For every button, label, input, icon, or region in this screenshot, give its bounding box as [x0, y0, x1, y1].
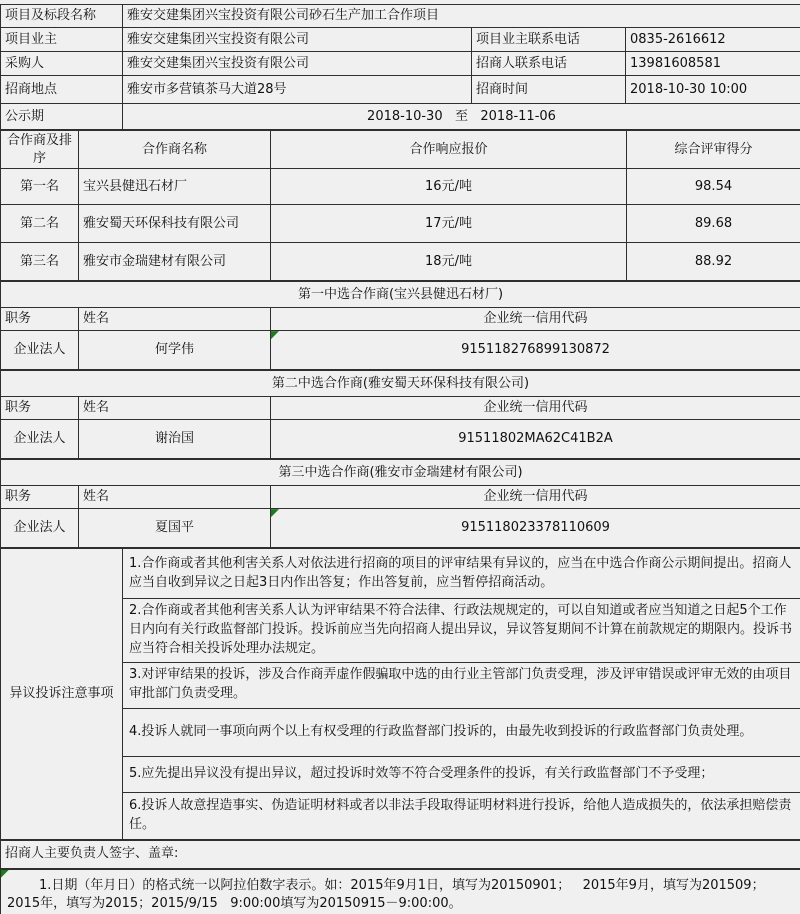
comment-marker-icon	[271, 331, 279, 339]
legal-person-name: 何学伟	[79, 331, 271, 370]
ranking-table	[0, 130, 800, 281]
winner-2-title: 第二中选合作商(雅安蜀天环保科技有限公司)	[1, 371, 800, 397]
footnote-line-2: 2015年，填写为2015；2015/9/15 9:00:00填写为20150915－9:00:00。	[7, 896, 462, 912]
role-cell: 企业法人	[1, 509, 79, 548]
owner-phone-value: 0835-2616612	[626, 28, 800, 52]
footnote-cell	[1, 869, 800, 914]
credit-code-header: 企业统一信用代码	[271, 486, 800, 509]
score-cell: 88.92	[627, 243, 800, 281]
objection-item-4: 4.投诉人就同一事项向两个以上有权受理的行政监督部门投诉的，由最先收到投诉的行政监督部门负责处理。	[123, 708, 800, 756]
location-value: 雅安市多营镇茶马大道28号	[123, 76, 472, 104]
winner-section-1	[0, 281, 800, 370]
winner-1-title: 第一中选合作商(宝兴县健迅石材厂)	[1, 282, 800, 308]
objection-table	[0, 548, 800, 840]
price-column-header: 合作响应报价	[271, 131, 627, 169]
credit-code-cell	[271, 331, 800, 370]
role-cell: 企业法人	[1, 331, 79, 370]
owner-value: 雅安交建集团兴宝投资有限公司	[123, 28, 472, 52]
objection-item-3: 3.对评审结果的投诉，涉及合作商弄虚作假骗取中选的由行业主管部门负责受理，涉及评审错误或评审无效的由项目审批部门负责受理。	[123, 662, 800, 708]
credit-code-value: 915118023378110609	[461, 520, 610, 536]
publicity-period-value: 2018-10-30 至 2018-11-06	[123, 104, 800, 130]
comment-marker-icon	[271, 509, 279, 517]
project-name-value: 雅安交建集团兴宝投资有限公司砂石生产加工合作项目	[123, 5, 800, 28]
location-label: 招商地点	[1, 76, 123, 104]
objection-item-2: 2.合作商或者其他利害关系人认为评审结果不符合法律、行政法规规定的，可以自知道或者应当知道之日起5个工作日内向有关行政监督部门投诉。投诉前应当先向招商人提出异议，异议答复期间不计算在前款规定的期限内。投诉书应当符合相关投诉处理办法规定。	[123, 599, 800, 663]
price-cell: 17元/吨	[271, 205, 627, 243]
rank-cell: 第二名	[1, 205, 79, 243]
time-label: 招商时间	[472, 76, 626, 104]
time-value: 2018-10-30 10:00	[626, 76, 800, 104]
credit-code-header: 企业统一信用代码	[271, 397, 800, 420]
owner-phone-label: 项目业主联系电话	[472, 28, 626, 52]
partner-name-cell: 宝兴县健迅石材厂	[79, 169, 271, 205]
name-header: 姓名	[79, 397, 271, 420]
credit-code-header: 企业统一信用代码	[271, 308, 800, 331]
footnote-row	[0, 869, 800, 914]
credit-code-cell	[271, 420, 800, 459]
partner-name-column-header: 合作商名称	[79, 131, 271, 169]
role-header: 职务	[1, 397, 79, 420]
objection-section-label: 异议投诉注意事项	[1, 549, 123, 840]
role-cell: 企业法人	[1, 420, 79, 459]
legal-person-name: 谢治国	[79, 420, 271, 459]
signature-row	[0, 840, 800, 869]
score-cell: 89.68	[627, 205, 800, 243]
legal-person-name: 夏国平	[79, 509, 271, 548]
winner-section-2	[0, 370, 800, 459]
rank-cell: 第一名	[1, 169, 79, 205]
purchaser-label: 采购人	[1, 52, 123, 76]
rank-cell: 第三名	[1, 243, 79, 281]
partner-name-cell: 雅安蜀天环保科技有限公司	[79, 205, 271, 243]
objection-item-1: 1.合作商或者其他利害关系人对依法进行招商的项目的评审结果有异议的，应当在中选合作商公示期间提出。招商人应当自收到异议之日起3日内作出答复；作出答复前，应当暂停招商活动。	[123, 549, 800, 599]
publicity-period-label: 公示期	[1, 104, 123, 130]
credit-code-value: 91511802MA62C41B2A	[458, 431, 613, 447]
winner-section-3	[0, 459, 800, 548]
price-cell: 18元/吨	[271, 243, 627, 281]
name-header: 姓名	[79, 308, 271, 331]
footnote-line-1: 1.日期（年月日）的格式统一以阿拉伯数字表示。如：2015年9月1日，填写为20150901； 2015年9月，填写为201509；	[39, 877, 765, 893]
credit-code-cell	[271, 509, 800, 548]
table-row	[1, 205, 800, 243]
role-header: 职务	[1, 308, 79, 331]
owner-label: 项目业主	[1, 28, 123, 52]
partner-name-cell: 雅安市金瑞建材有限公司	[79, 243, 271, 281]
objection-item-6: 6.投诉人故意捏造事实、伪造证明材料或者以非法手段取得证明材料进行投诉，给他人造成损失的，依法承担赔偿责任。	[123, 792, 800, 839]
recruiter-phone-label: 招商人联系电话	[472, 52, 626, 76]
winner-3-title: 第三中选合作商(雅安市金瑞建材有限公司)	[1, 460, 800, 486]
rank-column-header: 合作商及排序	[1, 131, 79, 169]
signature-label: 招商人主要负责人签字、盖章:	[1, 840, 800, 868]
score-cell: 98.54	[627, 169, 800, 205]
score-column-header: 综合评审得分	[627, 131, 800, 169]
table-row	[1, 169, 800, 205]
objection-item-5: 5.应先提出异议没有提出异议，超过投诉时效等不符合受理条件的投诉，有关行政监督部门不予受理；	[123, 756, 800, 792]
purchaser-value: 雅安交建集团兴宝投资有限公司	[123, 52, 472, 76]
credit-code-value: 915118276899130872	[461, 342, 610, 358]
name-header: 姓名	[79, 486, 271, 509]
role-header: 职务	[1, 486, 79, 509]
project-name-label: 项目及标段名称	[1, 5, 123, 28]
table-row	[1, 243, 800, 281]
project-info-table	[0, 4, 800, 130]
price-cell: 16元/吨	[271, 169, 627, 205]
recruiter-phone-value: 13981608581	[626, 52, 800, 76]
